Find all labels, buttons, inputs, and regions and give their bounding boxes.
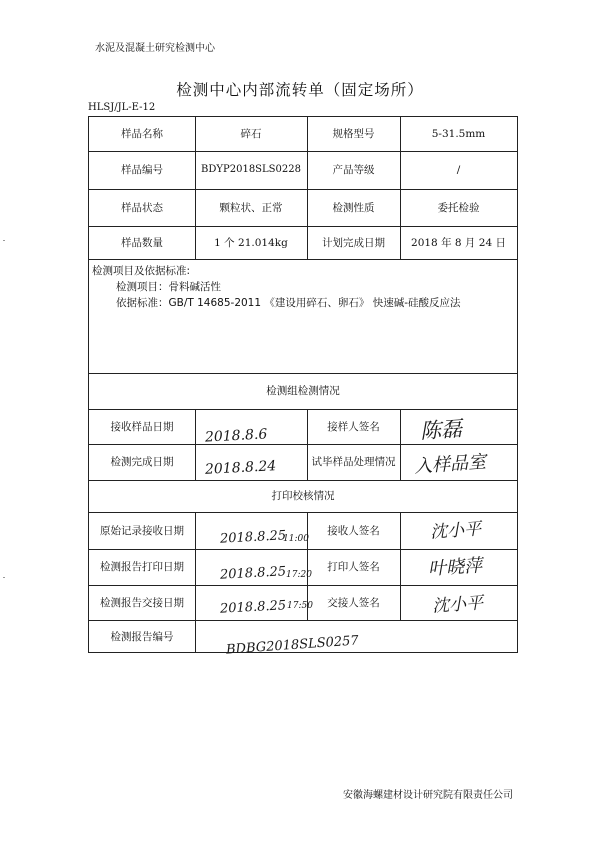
grid-line [400,512,401,620]
orig-record-time-handwritten: 11:00 [283,534,309,544]
orig-receiver-sign-label: 接收人签名 [327,524,380,537]
grade-label: 产品等级 [332,164,375,176]
grade-value: / [456,163,461,176]
report-print-date-label: 检测报告打印日期 [100,561,184,573]
test-basis-block [92,263,461,311]
disposal-handwritten: 入样品室 [413,451,487,478]
test-standard-line: 依据标准：GB/T 14685-2011 《建设用碎石、卵石》 快速碱-硅酸反应法 [116,297,461,309]
sample-qty-value: 1 个 21.014kg [214,236,288,249]
orig-receiver-signature: 沈小平 [429,519,482,543]
report-print-date-handwritten: 2018.8.25 [219,564,287,583]
report-handover-date-label: 检测报告交接日期 [100,596,184,609]
sample-state-label: 样品状态 [121,201,163,214]
scan-mark [3,577,5,578]
receive-date-label: 接收样品日期 [110,420,174,433]
handover-sign-label: 交接人签名 [327,596,380,609]
sample-qty-label: 样品数量 [121,236,163,249]
spec-label: 规格型号 [332,128,375,140]
printer-signature: 叶晓萍 [427,555,483,580]
receiver-sign-label: 接样人签名 [327,420,380,433]
grid-line [89,259,517,260]
orig-record-date-label: 原始记录接收日期 [100,524,184,537]
group-section-title: 检测组检测情况 [266,385,340,397]
finish-date-label: 检测完成日期 [110,456,174,468]
scan-mark [3,240,5,241]
grid-line [195,409,196,480]
sample-id-label: 样品编号 [121,164,163,176]
finish-date-handwritten: 2018.8.24 [204,458,277,478]
report-no-label: 检测报告编号 [110,630,174,643]
form-title: 检测中心内部流转单（固定场所） [176,81,424,99]
test-basis-heading: 检测项目及依据标准: [92,265,191,277]
report-print-time-handwritten: 17:20 [286,570,312,580]
spec-value: 5-31.5mm [431,127,486,140]
grid-line [400,409,401,480]
sample-name-value: 碎石 [240,128,262,140]
disposal-label: 试毕样品处理情况 [311,456,396,468]
plan-date-value: 2018 年 8 月 24 日 [411,236,506,249]
document-number: HLSJ/JL-E-12 [88,102,156,113]
report-handover-date-handwritten: 2018.8.25 [219,598,287,617]
sample-id-value: BDYP2018SLS0228 [201,164,301,175]
sample-name-label: 样品名称 [121,128,163,140]
org-header: 水泥及混凝土研究检测中心 [95,43,215,54]
receiver-signature: 陈磊 [419,416,463,444]
plan-date-label: 计划完成日期 [322,236,385,249]
grid-line [195,512,196,653]
report-no-handwritten: BDBG2018SLS0257 [225,633,360,658]
orig-record-date-handwritten: 2018.8.25 [219,528,287,547]
footer-company: 安徽海螺建材设计研究院有限责任公司 [343,790,513,801]
test-nature-value: 委托检验 [437,201,480,214]
report-handover-time-handwritten: 17:50 [287,601,313,611]
sample-state-value: 颗粒状、正常 [219,201,283,214]
receive-date-handwritten: 2018.8.6 [204,426,268,446]
test-item-line: 检测项目：骨料碱活性 [116,281,221,293]
print-section-title: 打印校核情况 [271,490,335,502]
handover-signature: 沈小平 [431,593,484,617]
printer-sign-label: 打印人签名 [327,561,380,573]
test-nature-label: 检测性质 [332,201,375,214]
